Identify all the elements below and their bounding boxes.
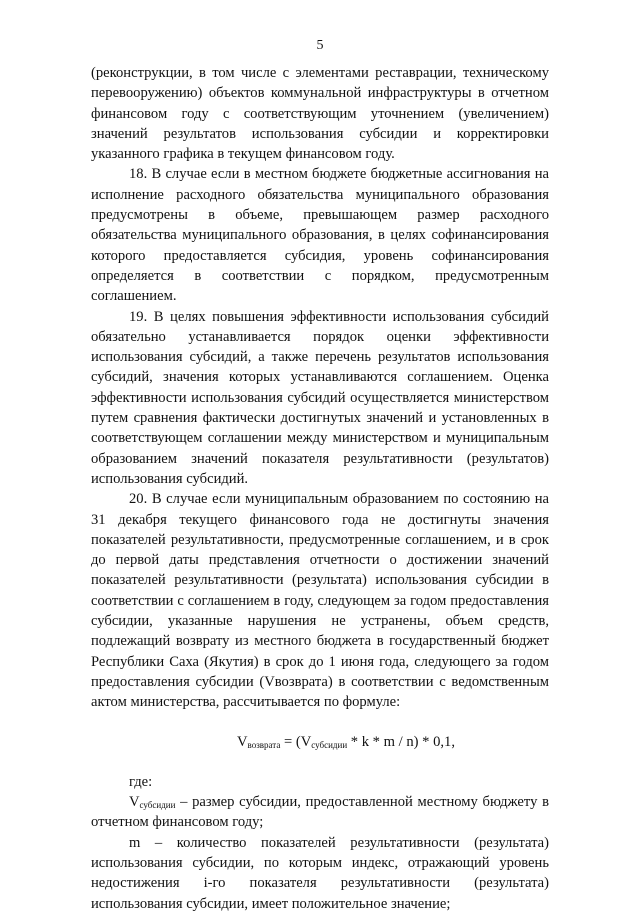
definition-v-subsidy xyxy=(91,792,549,833)
definition-v-text: – размер субсидии, предоставленной местному бюджету в отчетном финансовом году; xyxy=(91,794,549,831)
definition-m: m – количество показателей результативности (результата) использования субсидии, по которым индекс, отражающий уровень недостижения i-го показателя результативности (результата) использования субсидии, имеет положительное значение; xyxy=(91,834,549,912)
paragraph-18: 18. В случае если в местном бюджете бюджетные ассигнования на исполнение расходного обязательства муниципального образования предусмотрены в объеме, превышающем размер расходного обязательства муниципального образования, в целях софинансирования которого предоставляется субсидия, уровень софинансирования определяется в соответствии с порядком, предусмотренным соглашением. xyxy=(91,166,549,305)
definition-v-symbol: V xyxy=(129,794,140,811)
where-label: где: xyxy=(129,773,153,790)
formula-rest: * k * m / n) * 0,1, xyxy=(347,733,455,750)
document-body xyxy=(91,63,549,914)
paragraph-20: 20. В случае если муниципальным образованием по состоянию на 31 декабря текущего финансового года не достигнуты значения показателей результативности, предусмотренные соглашением, и в срок до первой даты представления отчетности о достижении значений показателей результативности (результата) использования субсидии в соответствии с соглашением в году, следующем за годом предоставления субсидии, указанные нарушения не устранены, объем средств, подлежащий возврату из местного бюджета в государственный бюджет Республики Саха (Якутия) в срок до 1 июня года, следующего за годом предоставления субсидии (Vвозврата) в соответствии с ведомственным актом министерства, рассчитывается по формуле: xyxy=(91,491,549,711)
formula-v-symbol: V xyxy=(237,733,248,750)
paragraph-continuation: (реконструкции, в том числе с элементами реставрации, техническому перевооружению) объектов коммунальной инфраструктуры в отчетном финансовом году с соответствующим уточнением (увеличением) значений результатов использования субсидии и корректировки указанного графика в текущем финансовом году. xyxy=(91,65,549,163)
formula-v-symbol-2: V xyxy=(300,733,312,750)
formula-v-return-subscript: возврата xyxy=(247,739,281,750)
page-number: 5 xyxy=(316,38,324,53)
return-formula xyxy=(91,732,549,752)
definition-v-subscript: субсидии xyxy=(139,800,176,811)
paragraph-19: 19. В целях повышения эффективности использования субсидий обязательно устанавливается порядок оценки эффективности использования субсидий, а также перечень результатов использования субсидий, значения которых устанавливаются соглашением. Оценка эффективности использования субсидий осуществляется министерством путем сравнения фактически достигнутых значений и установленных в соответствующем соглашении между министерством и муниципальным образованием значений показателя результативности (результатов) использования субсидий. xyxy=(91,308,549,487)
formula-equals: = ( xyxy=(280,733,301,750)
formula-v-subsidy-subscript: субсидии xyxy=(311,739,348,750)
